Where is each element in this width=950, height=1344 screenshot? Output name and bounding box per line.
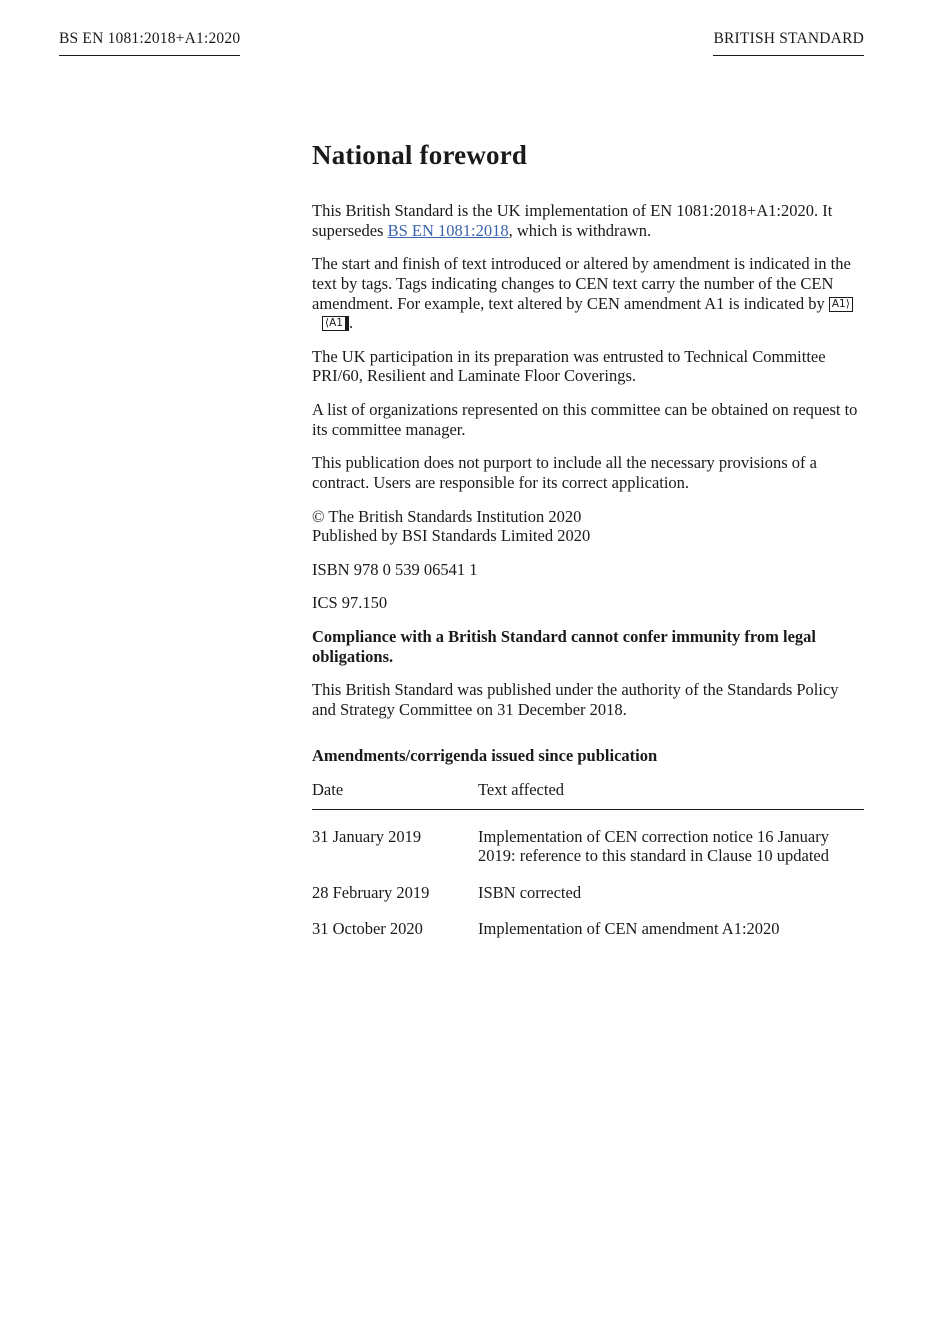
amendment-date: 31 October 2020	[312, 919, 423, 939]
header-standard-label: BRITISH STANDARD	[713, 30, 864, 56]
amendments-table-header	[312, 780, 864, 810]
paragraph-uk-participation: The UK participation in its preparation was entrusted to Technical Committee PRI/60, Resilient and Laminate Floor Coverings.	[312, 346, 826, 386]
column-header-date: Date	[312, 779, 344, 799]
isbn-line: ISBN 978 0 539 06541 1	[312, 559, 478, 579]
paragraph-text: The start and finish of text introduced or altered by amendment is indicated in the text by tags. Tags indicating changes to CEN text carry the number of the CEN amendment. For example, text altered by CEN amendment A1 is indicated by	[312, 254, 851, 313]
amendments-table	[312, 780, 864, 940]
table-row	[312, 883, 864, 903]
paragraph-text: .	[348, 313, 354, 333]
page-header	[0, 0, 950, 56]
header-document-number: BS EN 1081:2018+A1:2020	[59, 30, 240, 56]
amendment-end-tag-icon: ⟨A1	[322, 316, 349, 331]
amendment-text: Implementation of CEN amendment A1:2020	[478, 919, 780, 939]
paragraph-amendment-tags	[312, 254, 864, 333]
paragraph-provisions: This publication does not purport to include all the necessary provisions of a contract. Users are responsible for its correct application.	[312, 453, 817, 492]
table-row	[312, 919, 864, 939]
amendment-date: 31 January 2019	[312, 826, 422, 846]
document-body	[312, 140, 864, 939]
publisher-line: Published by BSI Standards Limited 2020	[312, 526, 591, 546]
amendment-date: 28 February 2019	[312, 882, 430, 902]
amendment-text: ISBN corrected	[478, 882, 582, 902]
copyright-block	[312, 507, 864, 546]
compliance-statement: Compliance with a British Standard cannot confer immunity from legal obligations.	[312, 627, 817, 666]
ics-line: ICS 97.150	[312, 593, 388, 613]
amendment-start-tag-icon: A1⟩	[829, 297, 853, 312]
paragraph-organizations: A list of organizations represented on this committee can be obtained on request to its committee manager.	[312, 400, 858, 439]
paragraph-implementation	[312, 201, 864, 240]
table-row	[312, 827, 864, 866]
column-header-text-affected: Text affected	[478, 779, 565, 799]
paragraph-text: , which is withdrawn.	[508, 220, 652, 240]
copyright-line: © The British Standards Institution 2020	[312, 506, 582, 526]
superseded-standard-link[interactable]: BS EN 1081:2018	[387, 220, 509, 240]
page-title: National foreword	[312, 140, 528, 170]
amendments-heading: Amendments/corrigenda issued since publication	[312, 745, 658, 765]
amendment-text: Implementation of CEN correction notice 16 January 2019: reference to this standard in Clause 10 updated	[478, 826, 829, 866]
paragraph-authority: This British Standard was published under the authority of the Standards Policy and Strategy Committee on 31 December 2018.	[312, 680, 839, 719]
paragraph-text: This British Standard is the UK implementation of EN 1081:2018+A1:2020. It supersedes	[312, 201, 833, 240]
